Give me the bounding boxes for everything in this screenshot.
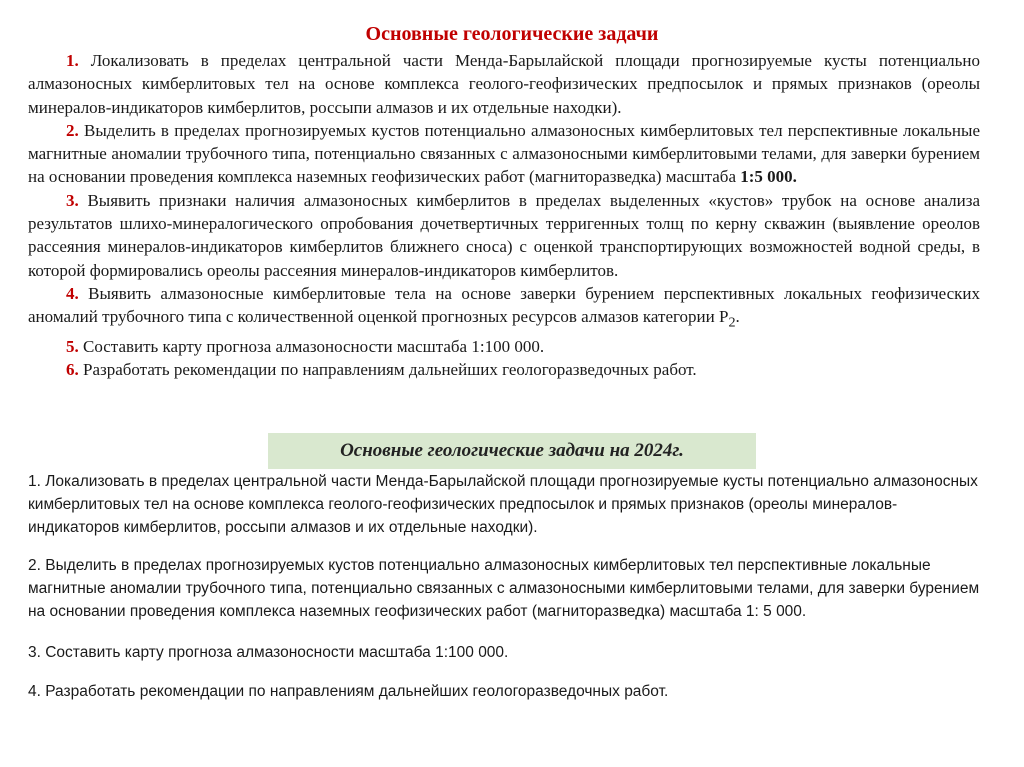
task-text: Выделить в пределах прогнозируемых кустов потенциально алмазоносных кимберлитовых тел перспективные локальные магнитные аномалии трубочного типа, потенциально связанных с алмазоносными кимберлитовыми телами, для заверки бурением на основании проведения комплекса наземных геофизических работ (магниторазведка) масштаба <box>28 120 980 187</box>
task-number: 6. <box>66 360 79 380</box>
main-tasks-list <box>28 49 980 382</box>
task-number: 1. <box>66 51 79 70</box>
list-item: 1. Локализовать в пределах центральной части Менда-Барылайской площади прогнозируемые кусты потенциально алмазоносных кимберлитовых тел на основе комплекса геолого-геофизических предпосылок и прямых признаков (ореолы минералов-индикаторов кимберлитов, россыпи алмазов и их отдельные находки). <box>28 473 978 536</box>
list-item: 2. Выделить в пределах прогнозируемых кустов потенциально алмазоносных кимберлитовых тел перспективные локальные магнитные аномалии трубочного типа, потенциально связанных с алмазоносными кимберлитовыми телами, для заверки бурением на основании проведения комплекса наземных геофизических работ (магниторазведка) масштаба 1: 5 000. <box>28 557 980 620</box>
page-title: Основные геологические задачи <box>365 23 659 45</box>
task-text: Выявить алмазоносные кимберлитовые тела на основе заверки бурением перспективных локальных геофизических аномалий трубочного типа с количественной оценкой прогнозных ресурсов алмазов категории Р <box>28 283 980 327</box>
task-text: Локализовать в пределах центральной части Менда-Барылайской площади прогнозируемые кусты потенциально алмазоносных кимберлитовых тел на основе комплекса геолого-геофизических предпосылок и прямых признаков (ореолы минералов-индикаторов кимберлитов, россыпи алмазов и их отдельные находки). <box>28 51 980 117</box>
task-number: 3. <box>66 190 79 210</box>
task-3 <box>28 189 980 282</box>
task-number: 5. <box>66 336 79 356</box>
task-end: . <box>735 307 740 327</box>
task-5 <box>28 335 980 358</box>
section-2024-list <box>28 470 988 703</box>
task-number: 4. <box>66 283 79 303</box>
list-item: 3. Составить карту прогноза алмазоносности масштаба 1:100 000. <box>28 644 509 661</box>
task-4 <box>28 282 980 335</box>
list-item: 4. Разработать рекомендации по направлениям дальнейших геологоразведочных работ. <box>28 683 669 700</box>
task-2 <box>28 119 980 189</box>
task-text: Составить карту прогноза алмазоносности масштаба 1:100 000. <box>78 336 545 356</box>
task-number: 2. <box>66 120 79 140</box>
section-2024-header: Основные геологические задачи на 2024г. <box>268 433 756 469</box>
task-6 <box>28 358 980 381</box>
task-text: Выявить признаки наличия алмазоносных кимберлитов в пределах выделенных «кустов» трубок на основе анализа результатов шлихо-минералогического опробования дочетвертичных терригенных толщ по керну скважин (выявление ореолов рассеяния минералов-индикаторов кимберлитов ближнего сноса) с оценкой транспортирующих возможностей водной среды, в которой формировались ореолы рассеяния минералов-индикаторов кимберлитов. <box>28 190 980 280</box>
subscript: 2 <box>728 314 736 331</box>
task-scale: 1:5 000. <box>740 167 797 187</box>
task-text: Разработать рекомендации по направлениям дальнейших геологоразведочных работ. <box>78 360 697 380</box>
task-1 <box>28 49 980 119</box>
